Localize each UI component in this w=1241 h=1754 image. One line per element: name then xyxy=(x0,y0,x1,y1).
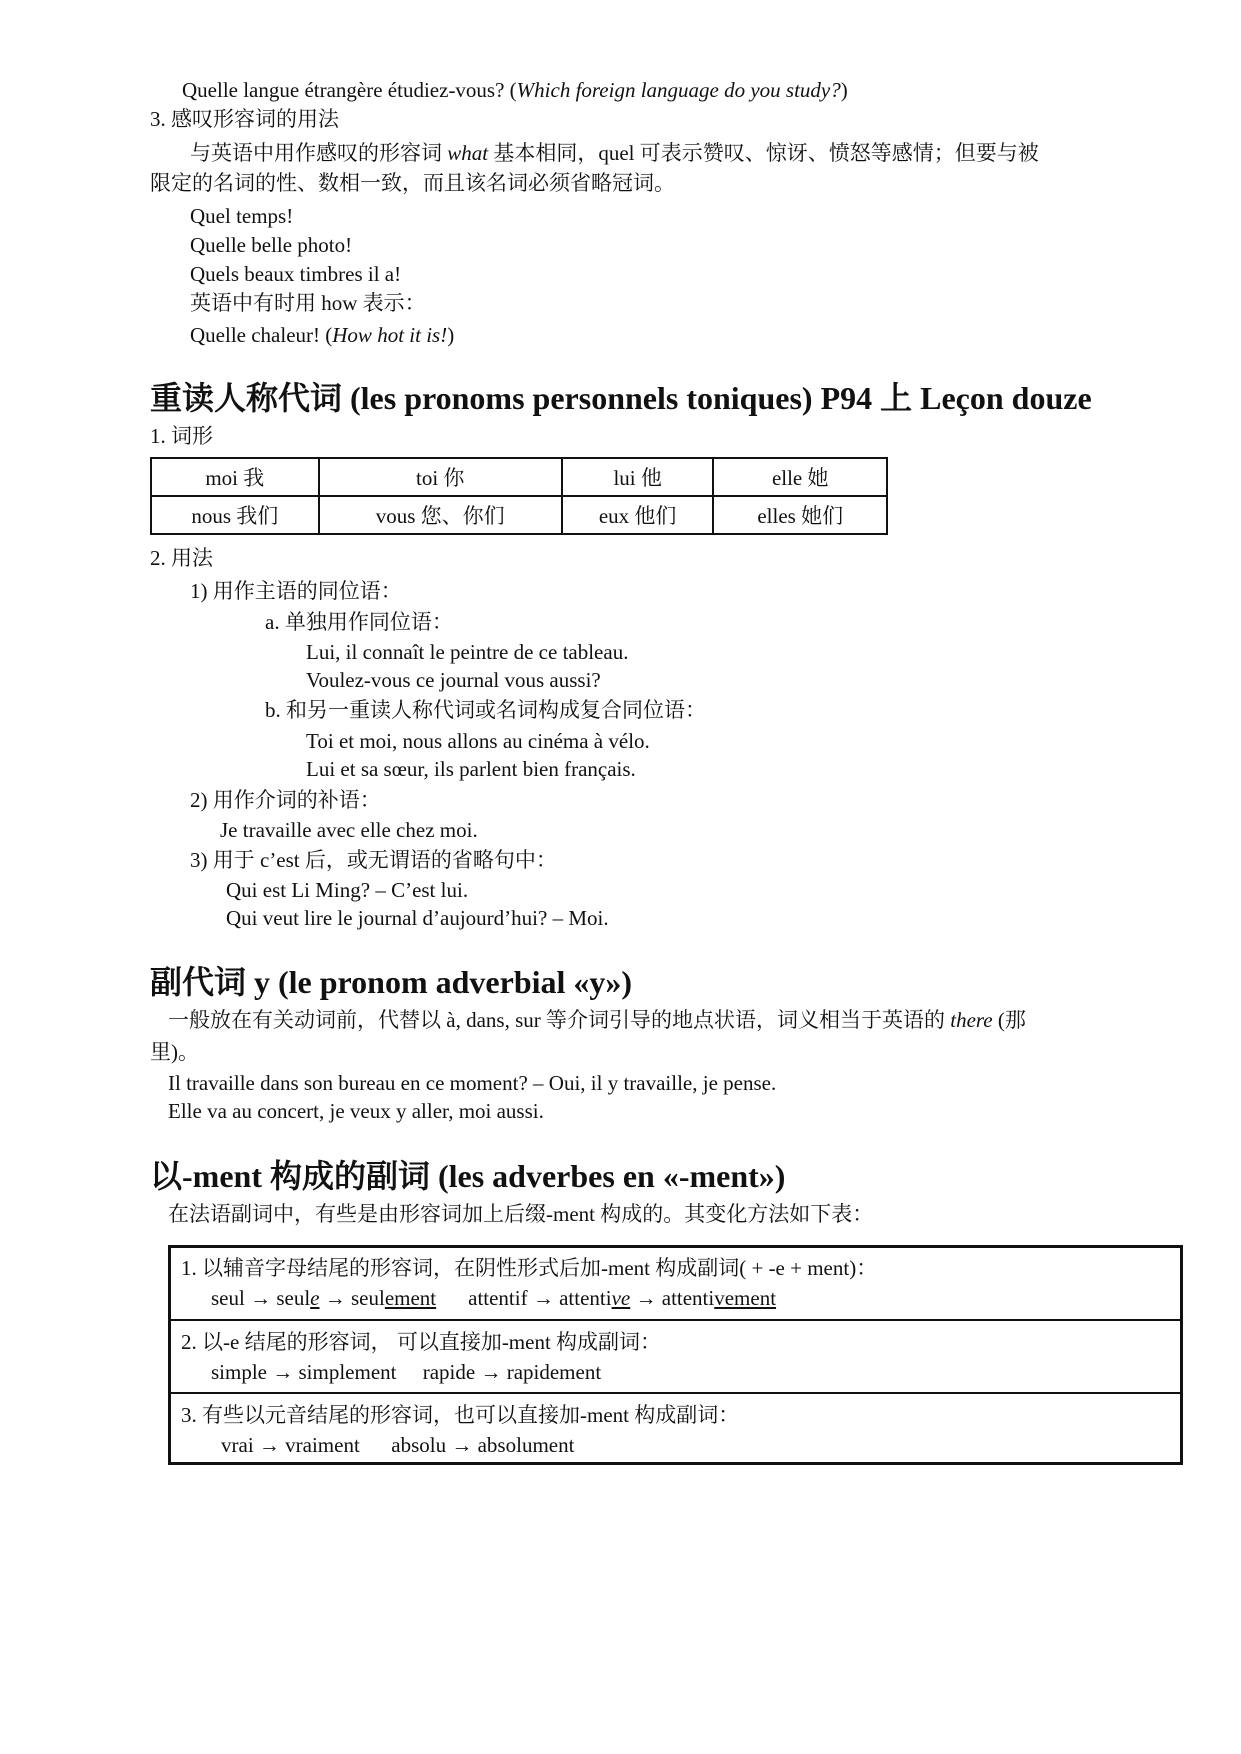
example-line: Lui et sa sœur, ils parlent bien français. xyxy=(306,757,636,781)
section-heading-ment: 以-ment 构成的副词 (les adverbes en «-ment») xyxy=(150,1158,786,1194)
table-cell: lui 他 xyxy=(562,458,714,496)
table-cell: vous 您、你们 xyxy=(319,496,562,534)
pronoun-table xyxy=(150,457,888,535)
usage-item: 3) 用于 c’est 后，或无谓语的省略句中： xyxy=(190,848,557,872)
example-line: Voulez-vous ce journal vous aussi? xyxy=(306,668,601,692)
example-line: Qui est Li Ming? – C’est lui. xyxy=(226,878,469,902)
table-cell: moi 我 xyxy=(151,458,319,496)
section-y-paragraph-line2: 里)。 xyxy=(150,1040,199,1064)
example-line: Quels beaux timbres il a! xyxy=(190,262,402,286)
section-heading-toniques: 重读人称代词 (les pronoms personnels toniques) P94 上 Leçon douze xyxy=(150,380,1092,416)
example-line: Je travaille avec elle chez moi. xyxy=(220,818,478,842)
usage-subitem: a. 单独用作同位语： xyxy=(265,610,453,634)
example-line: Qui veut lire le journal d’aujourd’hui? – Moi. xyxy=(226,906,609,930)
usage-item: 1) 用作主语的同位语： xyxy=(190,579,402,603)
table-row xyxy=(151,458,887,496)
example-line: Toi et moi, nous allons au cinéma à vélo. xyxy=(306,729,650,753)
section-ment-intro: 在法语副词中，有些是由形容词加上后缀-ment 构成的。其变化方法如下表： xyxy=(168,1202,874,1226)
usage-item: 2) 用作介词的补语： xyxy=(190,788,381,812)
table-cell: elle 她 xyxy=(713,458,887,496)
section-3-title: 3. 感叹形容词的用法 xyxy=(150,107,339,131)
subsection-title: 2. 用法 xyxy=(150,546,213,570)
rule-1-examples: seul → seule → seulement attentif → attentive → attentivement xyxy=(211,1286,777,1310)
rule-2-title: 2. 以-e 结尾的形容词， 可以直接加-ment 构成副词： xyxy=(181,1330,662,1354)
example-line: Il travaille dans son bureau en ce moment? – Oui, il y travaille, je pense. xyxy=(168,1071,777,1095)
rule-3-examples: vrai → vraiment absolu → absolument xyxy=(221,1433,575,1457)
table-row xyxy=(151,496,887,534)
example-line: Elle va au concert, je veux y aller, moi aussi. xyxy=(168,1099,544,1123)
example-question: Quelle langue étrangère étudiez-vous? (Which foreign language do you study?) xyxy=(182,78,848,102)
rule-1-title: 1. 以辅音字母结尾的形容词，在阴性形式后加-ment 构成副词( + -e + ment)： xyxy=(181,1256,878,1280)
example-line: Lui, il connaît le peintre de ce tableau. xyxy=(306,640,629,664)
example-line: Quelle chaleur! (How hot it is!) xyxy=(190,323,455,347)
row-divider xyxy=(171,1392,1180,1394)
table-cell: elles 她们 xyxy=(713,496,887,534)
example-line: Quelle belle photo! xyxy=(190,233,353,257)
table-cell: nous 我们 xyxy=(151,496,319,534)
table-cell: toi 你 xyxy=(319,458,562,496)
example-line: 英语中有时用 how 表示： xyxy=(190,291,426,315)
section-heading-y: 副代词 y (le pronom adverbial «y») xyxy=(150,964,633,1000)
subsection-title: 1. 词形 xyxy=(150,424,213,448)
section-3-paragraph-line1: 与英语中用作感叹的形容词 what 基本相同，quel 可表示赞叹、惊讶、愤怒等感情；但要与被 xyxy=(190,141,1039,165)
table-cell: eux 他们 xyxy=(562,496,714,534)
rule-2-examples: simple → simplement rapide → rapidement xyxy=(211,1360,602,1384)
rules-box xyxy=(168,1245,1183,1465)
row-divider xyxy=(171,1319,1180,1321)
section-y-paragraph-line1: 一般放在有关动词前，代替以 à, dans, sur 等介词引导的地点状语，词义相当于英语的 there (那 xyxy=(168,1008,1026,1032)
rule-3-title: 3. 有些以元音结尾的形容词，也可以直接加-ment 构成副词： xyxy=(181,1403,740,1427)
usage-subitem: b. 和另一重读人称代词或名词构成复合同位语： xyxy=(265,698,706,722)
section-3-paragraph-line2: 限定的名词的性、数相一致，而且该名词必须省略冠词。 xyxy=(150,171,675,195)
example-line: Quel temps! xyxy=(190,204,294,228)
